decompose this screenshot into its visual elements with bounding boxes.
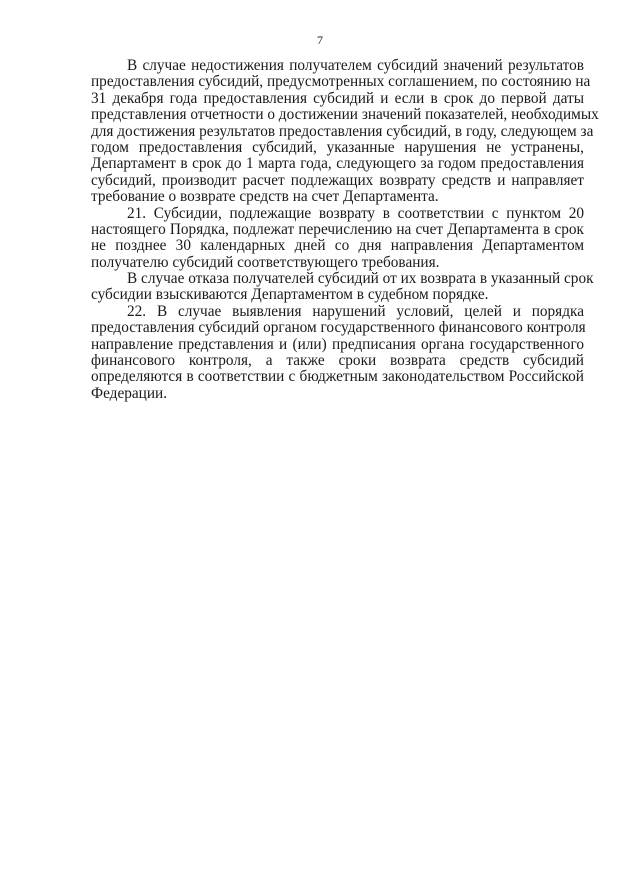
paragraph [91, 57, 599, 206]
paragraph [91, 270, 594, 304]
text-line: настоящего Порядка, подлежат перечислению на счет Департамента в срок [91, 220, 584, 238]
text-line: получателю субсидий соответствующего требования. [91, 253, 440, 271]
text-line: В случае недостижения получателем субсидий значений результатов [127, 57, 584, 74]
text-line: представления отчетности о достижении значений показателей, необходимых [91, 106, 599, 124]
text-line: не позднее 30 календарных дней со дня направления Департаментом [91, 237, 584, 255]
document-body [91, 57, 599, 402]
paragraph [91, 206, 584, 272]
text-line: 22. В случае выявления нарушений условий, целей и порядка [127, 302, 584, 320]
text-line: субсидий, производит расчет подлежащих возврату средств и направляет [91, 171, 584, 189]
text-line: Департамент в срок до 1 марта года, следующего за годом предоставления [91, 155, 584, 173]
paragraph [91, 304, 584, 402]
text-line: для достижения результатов предоставления субсидий, в году, следующем за [91, 122, 594, 140]
text-line: 21. Субсидии, подлежащие возврату в соответствии с пунктом 20 [127, 204, 584, 222]
text-line: субсидии взыскиваются Департаментом в судебном порядке. [91, 286, 489, 304]
text-line: требование о возврате средств на счет Департамента. [91, 188, 439, 206]
text-line: годом предоставления субсидий, указанные нарушения не устранены, [91, 138, 584, 156]
text-line: финансового контроля, а также сроки возврата средств субсидий [91, 352, 584, 370]
text-line: предоставления субсидий, предусмотренных соглашением, по состоянию на [91, 73, 591, 91]
text-line: определяются в соответствии с бюджетным законодательством Российской [91, 368, 584, 386]
page-number: 7 [317, 33, 323, 47]
text-line: В случае отказа получателей субсидий от их возврата в указанный срок [127, 270, 594, 288]
text-line: направление представления и (или) предписания органа государственного [91, 335, 584, 353]
text-line: Федерации. [91, 384, 168, 402]
text-line: 31 декабря года предоставления субсидий и если в срок до первой даты [91, 89, 584, 107]
text-line: предоставления субсидий органом государственного финансового контроля [91, 319, 586, 337]
